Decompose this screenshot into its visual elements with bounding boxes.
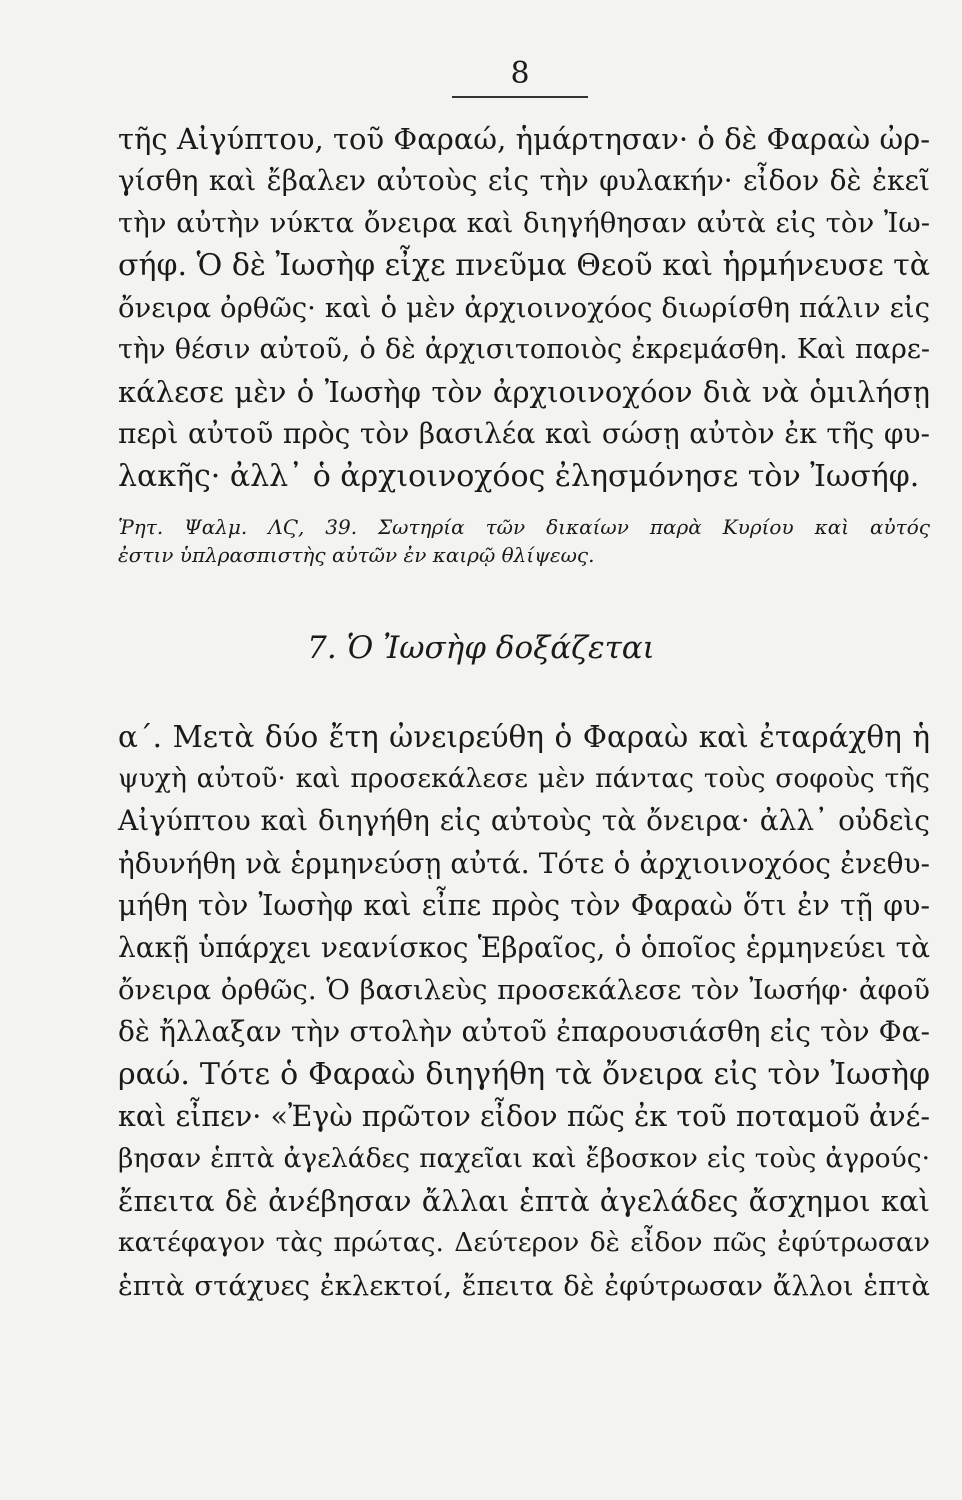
text-line: τὴν αὐτὴν νύκτα ὄνειρα καὶ διηγήθησαν αὐτὰ εἰς τὸν Ἰω- xyxy=(118,207,930,240)
text-line: α΄. Μετὰ δύο ἔτη ὠνειρεύθη ὁ Φαραὼ καὶ ἐταράχθη ἡ xyxy=(118,720,930,754)
text-line: κάλεσε μὲν ὁ Ἰωσὴφ τὸν ἀρχιοινοχόον διὰ νὰ ὁμιλήσῃ xyxy=(118,375,930,410)
text-line: ἠδυνήθη νὰ ἑρμηνεύσῃ αὐτά. Τότε ὁ ἀρχιοινοχόος ἐνεθυ- xyxy=(118,846,930,880)
text-line: τῆς Αἰγύπτου, τοῦ Φαραώ, ἡμάρτησαν· ὁ δὲ Φαραὼ ὠρ- xyxy=(118,122,930,156)
paragraph-1 xyxy=(118,118,930,498)
text-line: γίσθη καὶ ἔβαλεν αὐτοὺς εἰς τὴν φυλακήν· εἶδον δὲ ἐκεῖ xyxy=(118,164,930,198)
text-line: Αἰγύπτου καὶ διηγήθη εἰς αὐτοὺς τὰ ὄνειρα· ἀλλ᾽ οὐδεὶς xyxy=(118,804,930,838)
text-line: λακῆς· ἀλλ᾽ ὁ ἀρχιοινοχόος ἐλησμόνησε τὸν Ἰωσήφ. xyxy=(118,458,920,494)
text-line: καὶ εἶπεν· «Ἐγὼ πρῶτον εἶδον πῶς ἐκ τοῦ ποταμοῦ ἀνέ- xyxy=(118,1099,930,1133)
text-line: τὴν θέσιν αὐτοῦ, ὁ δὲ ἀρχισιτοποιὸς ἐκρεμάσθη. Καὶ παρε- xyxy=(118,334,930,366)
text-line: ἔπειτα δὲ ἀνέβησαν ἄλλαι ἑπτὰ ἀγελάδες ἄσχημοι καὶ xyxy=(118,1184,930,1219)
text-line: ραώ. Τότε ὁ Φαραὼ διηγήθη τὰ ὄνειρα εἰς τὸν Ἰωσὴφ xyxy=(118,1056,930,1092)
scripture-note xyxy=(118,513,930,569)
text-line: περὶ αὐτοῦ πρὸς τὸν βασιλέα καὶ σώσῃ αὐτὸν ἐκ τῆς φυ- xyxy=(118,417,930,451)
note-line: ἐστιν ὑπλρασπιστὴς αὐτῶν ἐν καιρῷ θλίψεως. xyxy=(118,543,595,567)
text-line: κατέφαγον τὰς πρώτας. Δεύτερον δὲ εἶδον πῶς ἐφύτρωσαν xyxy=(118,1227,930,1259)
text-line: ὄνειρα ὀρθῶς· καὶ ὁ μὲν ἀρχιοινοχόος διωρίσθη πάλιν εἰς xyxy=(118,291,930,324)
page-number: 8 xyxy=(510,56,530,91)
text-line: ἑπτὰ στάχυες ἐκλεκτοί, ἔπειτα δὲ ἐφύτρωσαν ἄλλοι ἑπτὰ xyxy=(118,1269,930,1302)
section-heading: 7. Ὁ Ἰωσὴφ δοξάζεται xyxy=(307,630,655,666)
text-line: δὲ ἤλλαξαν τὴν στολὴν αὐτοῦ ἐπαρουσιάσθη εἰς τὸν Φα- xyxy=(118,1015,930,1049)
text-line: λακῇ ὑπάρχει νεανίσκος Ἑβραῖος, ὁ ὁποῖος ἑρμηνεύει τὰ xyxy=(118,931,930,965)
text-line: σήφ. Ὁ δὲ Ἰωσὴφ εἶχε πνεῦμα Θεοῦ καὶ ἡρμήνευσε τὰ xyxy=(118,247,931,283)
note-line: Ῥητ. Ψαλμ. ΛϚ, 39. Σωτηρία τῶν δικαίων παρὰ Κυρίου καὶ αὐτός xyxy=(118,515,930,539)
header-rule xyxy=(452,96,588,98)
text-line: ψυχὴ αὐτοῦ· καὶ προσεκάλεσε μὲν πάντας τοὺς σοφοὺς τῆς xyxy=(118,763,930,795)
text-line: ὄνειρα ὀρθῶς. Ὁ βασιλεὺς προσεκάλεσε τὸν Ἰωσήφ· ἀφοῦ xyxy=(118,974,930,1007)
text-line: μήθη τὸν Ἰωσὴφ καὶ εἶπε πρὸς τὸν Φαραὼ ὅτι ἐν τῇ φυ- xyxy=(118,888,930,922)
paragraph-2 xyxy=(118,716,930,1307)
text-line: βησαν ἑπτὰ ἀγελάδες παχεῖαι καὶ ἔβοσκον εἰς τοὺς ἀγρούς· xyxy=(118,1143,930,1175)
